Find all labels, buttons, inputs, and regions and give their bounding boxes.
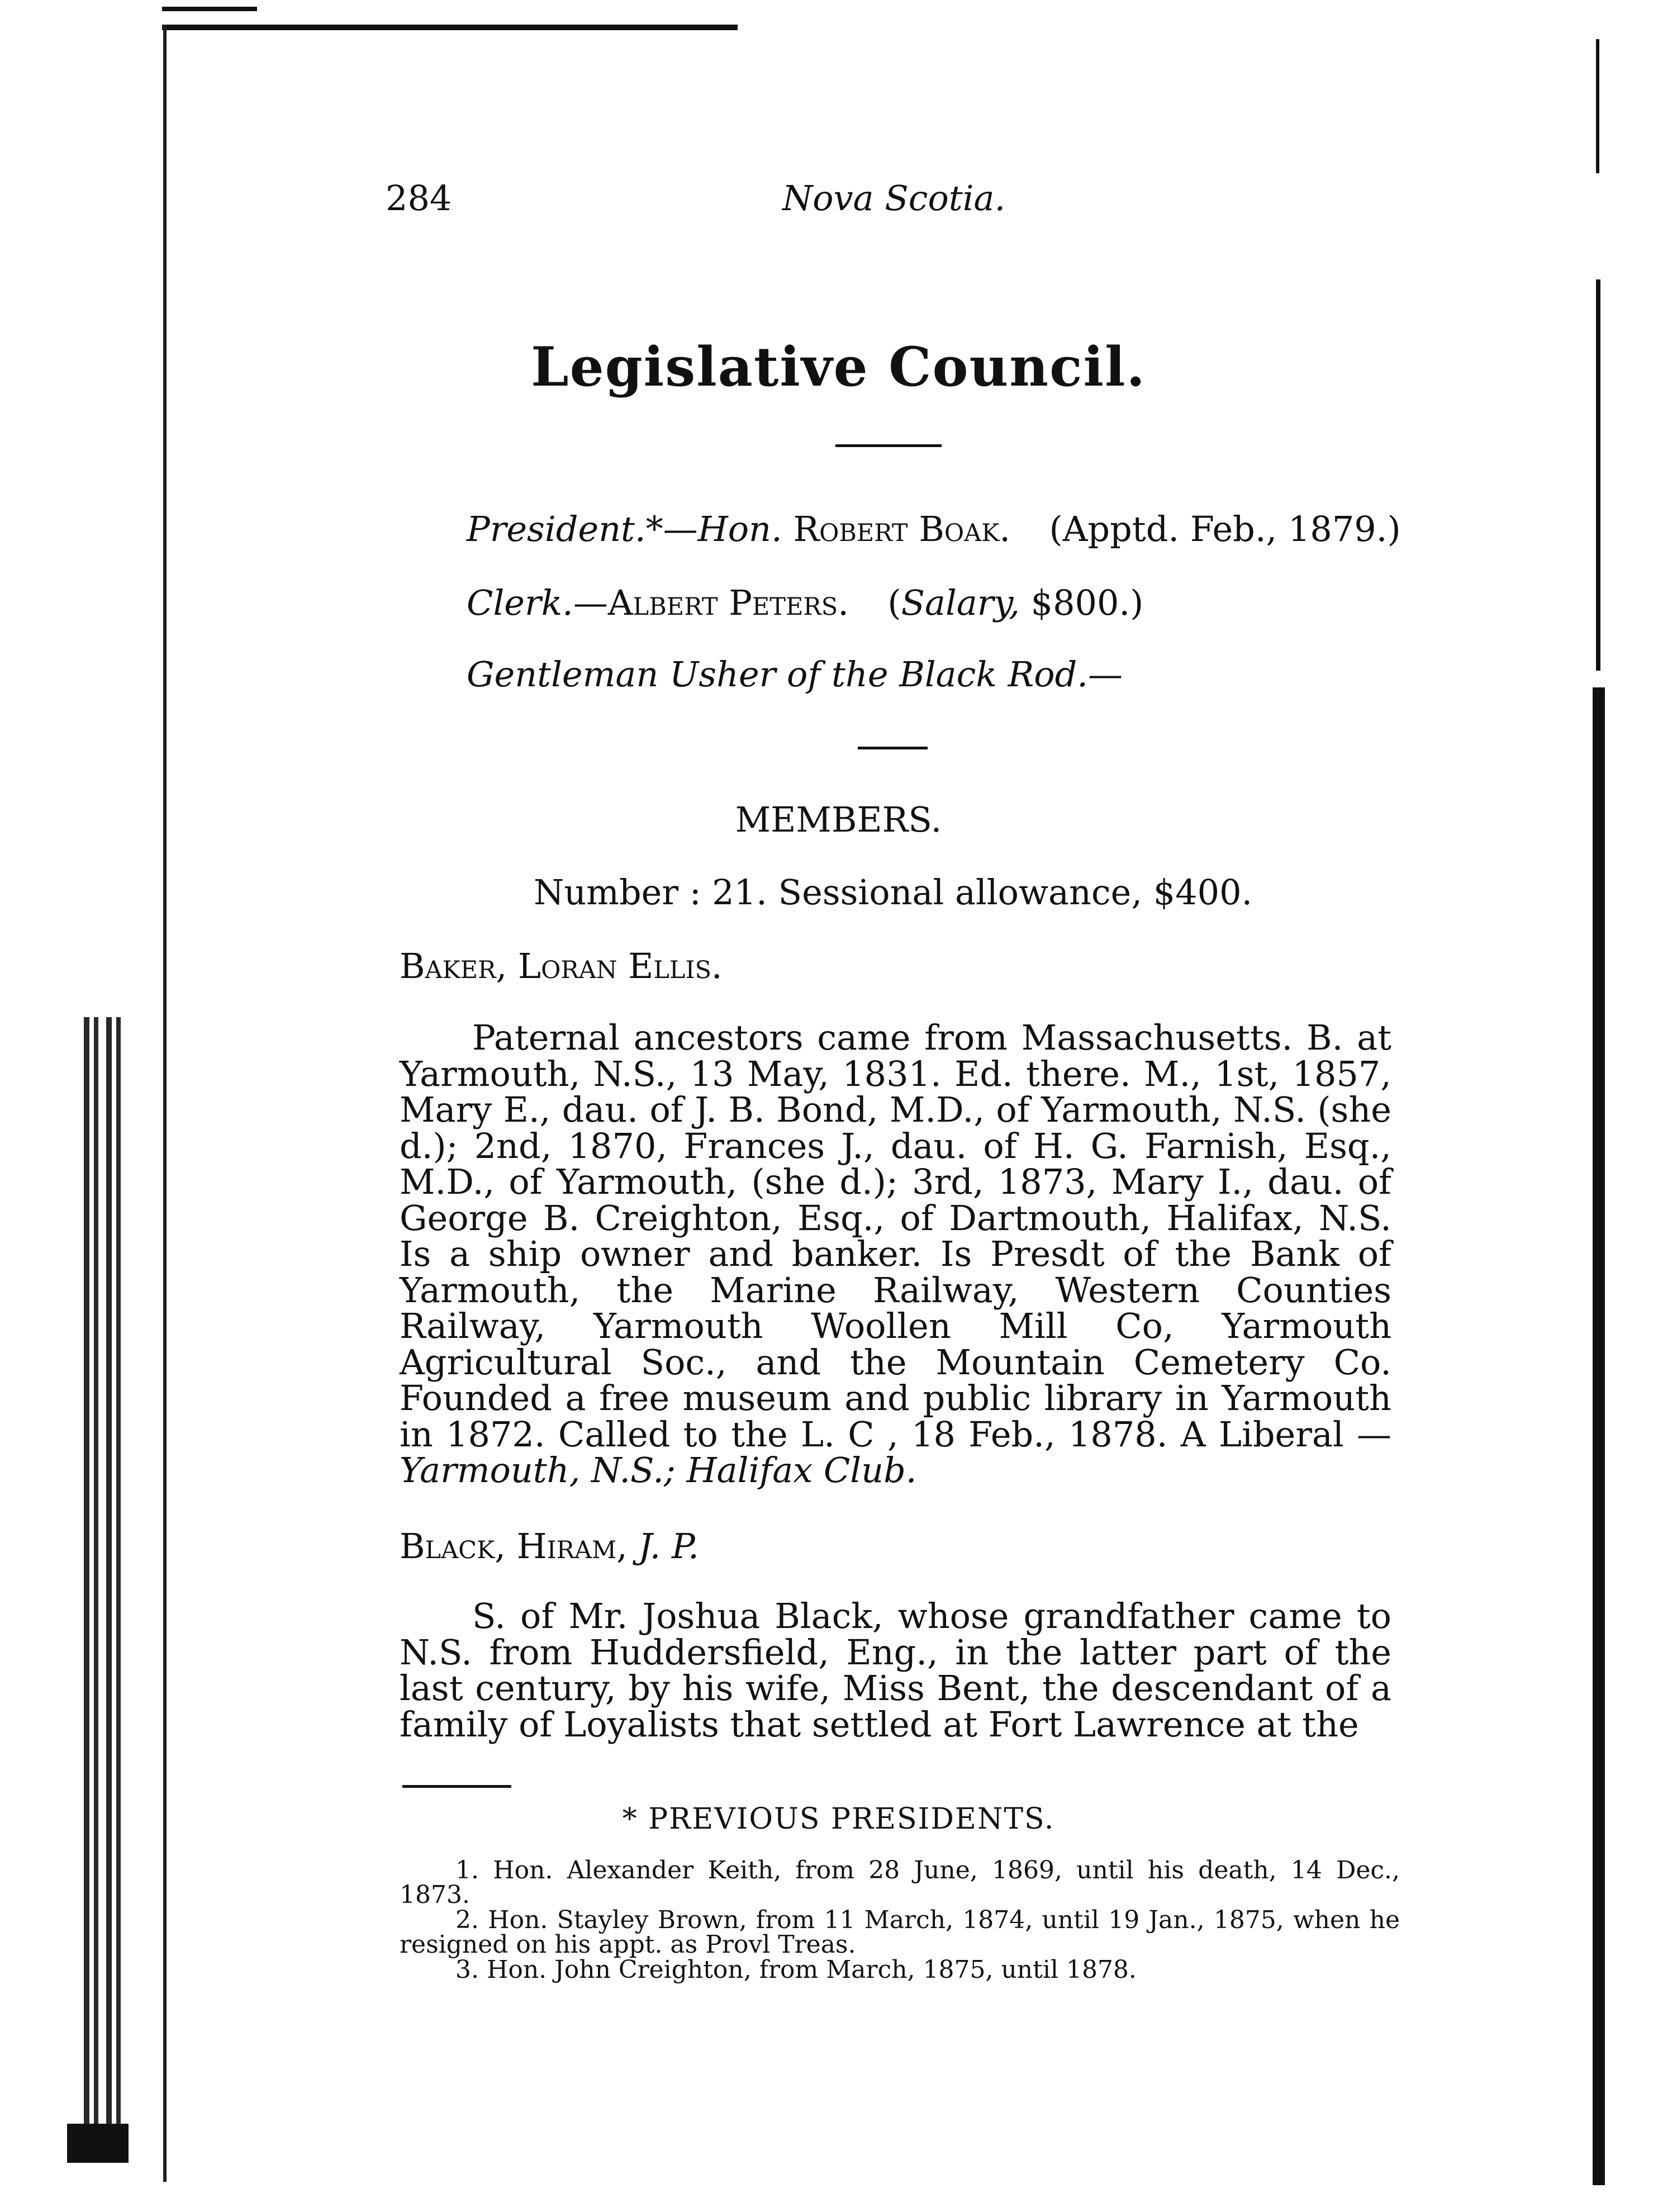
scan-right-border-bottom (1593, 687, 1605, 2185)
footnote-text: 2. Hon. Stayley Brown, from 11 March, 1874, until 19 Jan., 1875, when he resigned on his appt. as Provl Treas. (400, 1906, 1400, 1959)
member-bio-italic: Yarmouth, N.S.; Halifax Club. (400, 1450, 917, 1491)
scan-binding-block (67, 2124, 129, 2163)
members-heading: MEMBERS. (735, 799, 942, 840)
scan-binding-stripe (84, 1017, 129, 2163)
scan-right-border-top (1596, 39, 1599, 173)
footnote-item (400, 1908, 1400, 1957)
member-name-text: Black, Hiram, (400, 1526, 628, 1567)
footnote-heading: * PREVIOUS PRESIDENTS. (622, 1802, 1055, 1836)
clerk-note-italic: Salary, (901, 582, 1020, 623)
clerk-name: Albert Peters. (607, 582, 849, 623)
section-title: Legislative Council. (531, 335, 1146, 398)
member-bio-black (400, 1598, 1391, 1743)
members-summary: Number : 21. Sessional allowance, $400. (534, 872, 1253, 913)
clerk-label: Clerk.— (467, 582, 608, 623)
usher-line: Gentleman Usher of the Black Rod.— (467, 654, 1123, 695)
president-note: (Apptd. Feb., 1879.) (1049, 509, 1401, 549)
divider-rule (858, 747, 928, 749)
clerk-note-open: ( (887, 582, 901, 623)
clerk-line (467, 582, 1143, 623)
scan-top-border (162, 25, 738, 30)
page-number: 284 (386, 178, 452, 219)
president-line (467, 509, 1401, 549)
member-name-black (400, 1526, 699, 1567)
member-bio-baker (400, 1017, 1391, 1491)
footnote-item (400, 1955, 1400, 1984)
footnote-rule (402, 1785, 511, 1788)
president-name: Robert Boak. (793, 509, 1011, 549)
scan-top-mark (162, 7, 257, 11)
president-label: President.*—Hon. (467, 509, 782, 549)
clerk-note-rest: $800.) (1019, 582, 1144, 623)
running-title: Nova Scotia. (782, 178, 1006, 219)
member-bio-text: S. of Mr. Joshua Black, whose grandfather came to N.S. from Huddersfield, Eng., in the latter part of the last century, by his wife, Miss Bent, the descendant of a family of Loyalists that settled at Fort Lawrence at the (400, 1596, 1391, 1745)
footnote-text: 1. Hon. Alexander Keith, from 28 June, 1869, until his death, 14 Dec., 1873. (400, 1856, 1400, 1909)
footnote-text: 3. Hon. John Creighton, from March, 1875, until 1878. (455, 1955, 1137, 1984)
member-bio-text: Paternal ancestors came from Massachusetts. B. at Yarmouth, N.S., 13 May, 1831. Ed. there. M., 1st, 1857, Mary E., dau. of J. B. Bond, M.D., of Yarmouth, N.S. (she d.); 2nd, 1870, Frances J., dau. of H. G. Farnish, Esq., M.D., of Yarmouth, (she d.); 3rd, 1873, Mary I., dau. of George B. Creighton, Esq., of Dartmouth, Halifax, N.S. Is a ship owner and banker. Is Presdt of the Bank of Yarmouth, the Marine Railway, Western Counties Railway, Yarmouth Woollen Mill Co, Yarmouth Agricultural Soc., and the Mountain Cemetery Co. Founded a free museum and public library in Yarmouth in 1872. Called to the L. C , 18 Feb., 1878. A Liberal — (400, 1017, 1391, 1455)
footnote-item (400, 1858, 1400, 1907)
member-name-title: J. P. (627, 1526, 699, 1567)
divider-rule (835, 444, 942, 447)
member-name-baker: Baker, Loran Ellis. (400, 946, 723, 986)
